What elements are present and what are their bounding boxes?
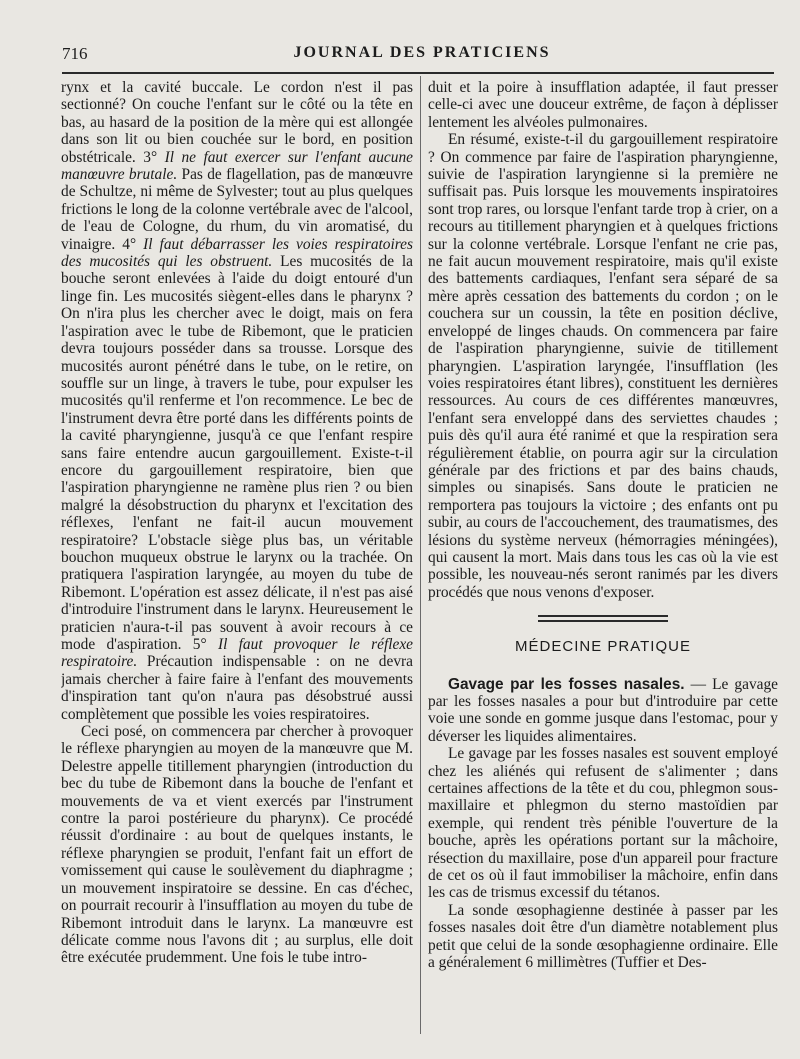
paragraph: duit et la poire à insufflation adaptée, il faut presser celle-ci avec une douceur extrême, de façon à déplisser lentement les alvéoles pulmonaires. — [428, 79, 778, 131]
page-header — [62, 44, 782, 70]
text-run: Pas de flagellation, pas de manœuvre de Schultze, ni même de Sylvester; tout au plus quelques frictions le long de la colonne vertébrale avec de l'alcool, de l'eau de Cologne, du rhum, du vin aromatisé, du vinaigre. 4° — [61, 166, 413, 253]
italic-rule: Il faut débarrasser les voies respiratoires des mucosités qui les obstruent. — [61, 235, 413, 271]
text-run: Les mucosités de la bouche seront enlevées à l'aide du doigt entouré d'un linge fin. Les mucosités siègent-elles dans le pharynx ? On n'ira plus les chercher avec le doigt, mais on fera l'aspiration avec le tube de Ribemont, que le praticien devra toujours posséder dans sa trousse. Lorsque des mucosités auront pénétré dans le tube, on le retire, on souffle sur un linge, à travers le tube, pour expulser les mucosités qu'il renferme et l'on recommence. Le bec de l'instrument devra être porté dans les différents points de la cavité pharyngienne, jusqu'à ce que l'enfant respire sans faire entendre aucun gargouillement. Existe-t-il encore du gargouillement respiratoire, bien que l'aspiration pharyngienne ne ramène plus rien ? ou bien malgré la désobstruction du pharynx et l'excitation des réflexes, l'enfant ne fait-il aucun mouvement respiratoire? L'obstacle siège plus bas, un véritable bouchon muqueux obstrue le larynx ou la trachée. On pratiquera l'aspiration laryngée, au moyen du tube de Ribemont. L'opération est assez délicate, il n'est pas aisé d'introduire l'instrument dans le larynx. Heureusement le praticien n'aura-t-il pas souvent à avoir recours à ce mode d'aspiration. 5° — [61, 253, 413, 653]
paragraph: En résumé, existe-t-il du gargouillement respiratoire ? On commence par faire de l'aspiration pharyngienne, suivie de l'aspiration laryngienne si la première ne suffisait pas. Puis lorsque les mouvements inspiratoires sont trop rares, ou lorsque l'enfant tarde trop à crier, on a recours au titillement pharyngien et à quelques frictions sur la colonne vertébrale. Lorsque l'enfant ne crie pas, ne fait aucun mouvement respiratoire, mais qu'il existe des battements cardiaques, l'enfant sera séparé de sa mère après cessation des battements du cordon ; on le couchera sur un coussin, la tête en position déclive, enveloppé de linges chauds. On commencera par faire de l'aspiration pharyngienne, suivie de titillement pharyngien. L'aspiration laryngée, l'insufflation (les voies respiratoires étant libres), constituent les dernières ressources. Au cours de ces différentes manœuvres, l'enfant sera enveloppé dans des serviettes chaudes ; puis dès qu'il aura été ranimé et que la respiration sera régulièrement établie, on pourra agir sur la circulation générale par des frictions et par des bains chauds, simples ou sinapisés. Sans doute le praticien ne remportera pas toujours la victoire ; des enfants ont pu subir, au cours de l'accouchement, des traumatismes, des lésions du système nerveux (hémorragies méningées), qui causent la mort. Mais dans tous les cas où la vie est possible, les nouveau-nés seront ranimés par les divers procédés que nous venons d'exposer. — [428, 131, 778, 601]
column-divider — [420, 76, 421, 1034]
journal-title: JOURNAL DES PRATICIENS — [293, 44, 551, 61]
text-run: — Le gavage par les fosses nasales a pour but d'introduire par cette voie une sonde en gomme jusque dans l'estomac, pour y déverser les liquides alimentaires. — [428, 675, 778, 745]
left-column — [61, 79, 413, 1034]
paragraph — [428, 676, 778, 746]
paragraph: Ceci posé, on commencera par chercher à provoquer le réflexe pharyngien au moyen de la manœuvre que M. Delestre appelle titillement pharyngien (introduction du bec du tube de Ribemont dans la bouche de l'enfant et mouvements de va et vient exercés par l'instrument contre la paroi postérieure du pharynx). Ce procédé réussit d'ordinaire : au bout de quelques instants, le réflexe pharyngien se produit, l'enfant fait un effort de vomissement qui cause le soulèvement du diaphragme ; un mouvement inspiratoire se dessine. En cas d'échec, on pourrait recourir à l'insufflation au moyen du tube de Ribemont introduit dans le larynx. La manœuvre est délicate comme nous l'avons dit ; au surplus, elle doit être exécutée prudemment. Une fois le tube intro- — [61, 723, 413, 967]
text-run: rynx et la cavité buccale. Le cordon n'est il pas sectionné? On couche l'enfant sur le côté ou la tête en bas, au hasard de la position de la mère qui est allongée dans son lit ou bien couchée sur le bord, en position obstétricale. 3° — [61, 79, 413, 166]
paragraph: Le gavage par les fosses nasales est souvent employé chez les aliénés qui refusent de s'alimenter ; dans certaines affections de la tête et du cou, phlegmon sous-maxillaire et phlegmon du sterno mastoïdien par exemple, qui rendent très pénible l'ouverture de la bouche, après les opérations portant sur la mâchoire, résection du maxillaire, pose d'un appareil pour fracture de cet os où il faut immobiliser la mâchoire, enfin dans les cas de trismus excessif du tétanos. — [428, 745, 778, 902]
header-rule — [62, 72, 774, 74]
italic-rule: Il faut provoquer le réflexe respiratoire. — [61, 636, 413, 671]
right-column — [428, 79, 778, 1034]
paragraph — [61, 79, 413, 723]
paragraph: La sonde œsophagienne destinée à passer par les fosses nasales doit être d'un diamètre notablement plus petit que celui de la sonde œsophagienne ordinaire. Elle a généralement 6 millimètres (Tuffier et Des- — [428, 901, 778, 972]
section-rule — [538, 615, 668, 622]
page-number: 716 — [62, 44, 88, 63]
article-title: Gavage par les fosses nasales. — [448, 675, 685, 693]
section-heading: MÉDECINE PRATIQUE — [515, 638, 691, 656]
italic-rule: Il ne faut exercer sur l'enfant aucune manœuvre brutale. — [61, 148, 413, 184]
text-run: Précaution indispensable : on ne devra jamais chercher à faire faire à l'enfant des mouvements d'inspiration tant qu'on n'aura pas désobstrué aussi complètement que possible les voies respiratoires. — [61, 653, 413, 723]
